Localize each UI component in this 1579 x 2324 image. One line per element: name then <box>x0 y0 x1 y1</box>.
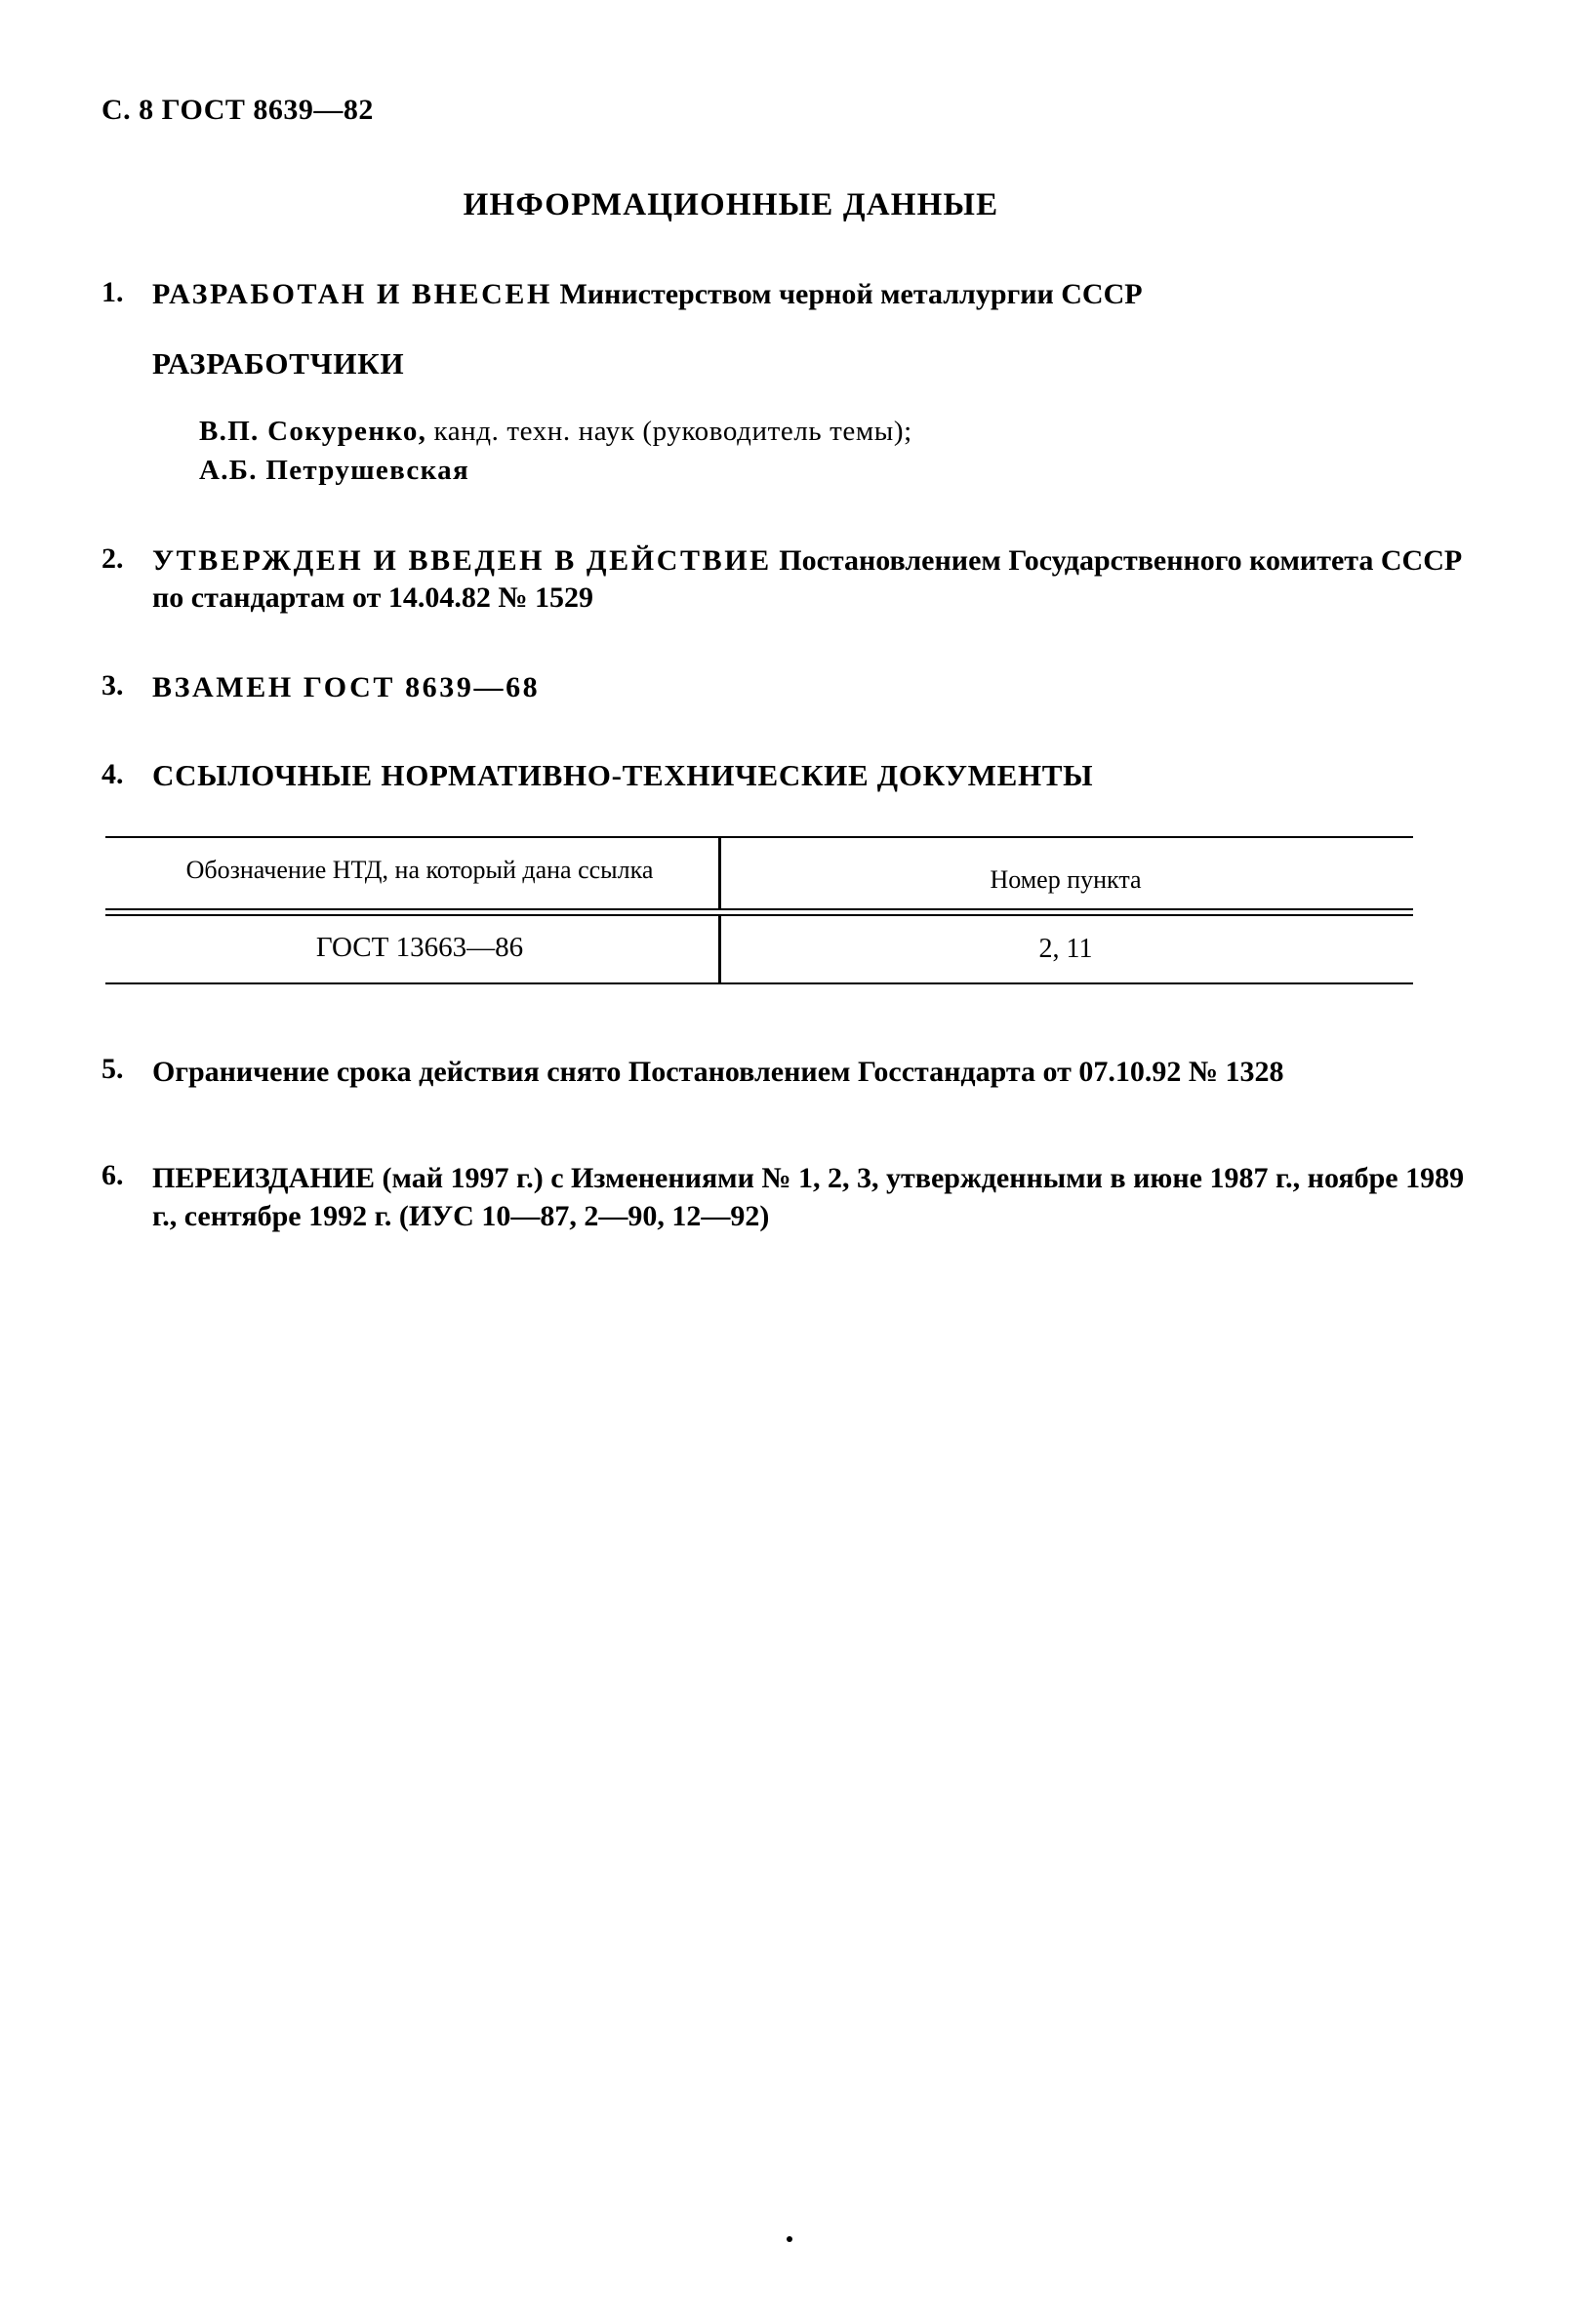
clause-3-caps: ВЗАМЕН ГОСТ 8639—68 <box>152 671 541 704</box>
table-header-cell-ntd: Обозначение НТД, на который дана ссылка <box>185 855 654 884</box>
table-header-cell-item: Номер пункта <box>990 864 1142 894</box>
clause-4-number: 4. <box>101 757 124 790</box>
clause-4-caps: ССЫЛОЧНЫЕ НОРМАТИВНО-ТЕХНИЧЕСКИЕ ДОКУМЕНТЫ <box>152 757 1094 792</box>
developer-1-name: В.П. Сокуренко, <box>199 416 427 448</box>
developers-heading: РАЗРАБОТЧИКИ <box>152 346 405 381</box>
clause-2-text: Постановлением Государственного комитета СССР по стандартам от 14.04.82 № 1529 <box>152 543 1463 615</box>
clause-3-body <box>152 669 1468 706</box>
clause-6-text: ПЕРЕИЗДАНИЕ (май 1997 г.) с Изменениями № 1, 2, 3, утвержденными в июне 1987 г., ноябре 1989 г., сентябре 1992 г. (ИУС 10—87, 2—90, 12—92) <box>152 1161 1465 1232</box>
clause-6-number: 6. <box>101 1158 124 1191</box>
table-bottom-rule <box>105 982 1413 984</box>
clause-1 <box>101 276 1468 313</box>
developer-1-role: канд. техн. наук (руководитель темы); <box>433 416 912 448</box>
clause-6 <box>101 1159 1468 1235</box>
developer-2-name: А.Б. Петрушевская <box>199 454 469 486</box>
clause-5 <box>101 1053 1468 1091</box>
clause-2-caps: УТВЕРЖДЕН И ВВЕДЕН В ДЕЙСТВИЕ <box>152 543 772 577</box>
clause-2-number: 2. <box>101 541 124 575</box>
clause-1-number: 1. <box>101 276 124 308</box>
clause-4 <box>101 758 1468 793</box>
table-row <box>105 916 1413 982</box>
clause-3-number: 3. <box>101 669 124 702</box>
developers-list <box>199 413 1468 489</box>
page-content <box>101 94 1468 1235</box>
table-header-row <box>105 838 1413 908</box>
clause-1-body <box>152 276 1468 313</box>
clause-5-number: 5. <box>101 1052 124 1085</box>
clause-2-body <box>152 542 1468 618</box>
clause-1-text: Министерством черной металлургии СССР <box>559 278 1143 310</box>
clause-5-text: Ограничение срока действия снято Постановлением Госстандарта от 07.10.92 № 1328 <box>152 1055 1284 1088</box>
table-row-divider <box>718 916 721 982</box>
clause-1-caps: РАЗРАБОТАН И ВНЕСЕН <box>152 278 552 310</box>
table-cell-item: 2, 11 <box>1038 933 1093 964</box>
page-title: ИНФОРМАЦИОННЫЕ ДАННЫЕ <box>463 187 999 222</box>
table-cell-ntd: ГОСТ 13663—86 <box>315 931 524 963</box>
clause-2 <box>101 542 1468 618</box>
footer-mark <box>787 2236 792 2242</box>
developer-line-2 <box>199 452 1468 490</box>
page-header: С. 8 ГОСТ 8639—82 <box>101 94 374 126</box>
reference-table <box>105 836 1413 984</box>
clause-3 <box>101 669 1468 706</box>
table-column-divider <box>718 838 721 908</box>
developer-line-1 <box>199 413 1468 451</box>
